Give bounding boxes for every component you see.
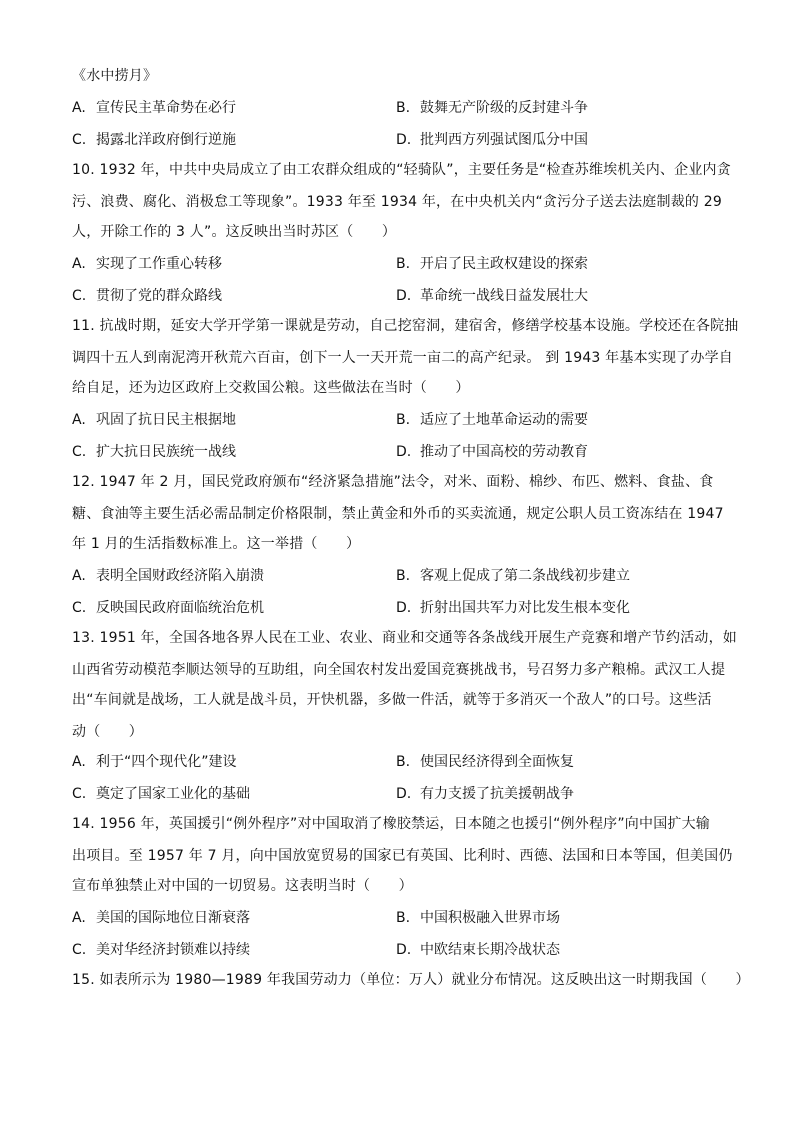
option-letter: A. <box>72 256 86 272</box>
q9-option-a <box>72 98 236 118</box>
q10-option-a <box>72 254 222 274</box>
q14-stem-line: 14. 1956 年，英国援引“例外程序”对中国取消了橡胶禁运，日本随之也援引“例外程序”向中国扩大输 <box>72 816 711 832</box>
option-text: 巩固了抗日民主根据地 <box>96 412 236 428</box>
q11-option-c <box>72 442 236 462</box>
option-text: 适应了土地革命运动的需要 <box>420 412 588 428</box>
q13-stem-line: 出“车间就是战场，工人就是战斗员，开快机器，多做一件活，就等于多消灭一个敌人”的口号。这些活 <box>72 692 712 708</box>
option-letter: D. <box>396 132 412 148</box>
option-letter: C. <box>72 600 87 616</box>
option-text: 使国民经济得到全面恢复 <box>420 754 574 770</box>
q15-stem-line: 15. 如表所示为 1980—1989 年我国劳动力（单位：万人）就业分布情况。这反映出这一时期我国（ ） <box>72 972 750 988</box>
q14-option-a <box>72 908 250 928</box>
q10-option-b <box>396 254 588 274</box>
q12-stem-line: 年 1 月的生活指数标准上。这一举措（ ） <box>72 536 361 552</box>
q11-stem-line: 11. 抗战时期，延安大学开学第一课就是劳动，自己挖窑洞，建宿舍，修缮学校基本设施。学校还在各院抽 <box>72 318 739 334</box>
option-text: 利于“四个现代化”建设 <box>96 754 237 770</box>
option-text: 客观上促成了第二条战线初步建立 <box>420 568 630 584</box>
option-letter: D. <box>396 600 412 616</box>
option-text: 贯彻了党的群众路线 <box>96 288 222 304</box>
option-text: 宣传民主革命势在必行 <box>96 100 236 116</box>
q10-stem-line: 10. 1932 年，中共中央局成立了由工农群众组成的“轻骑队”，主要任务是“检查苏维埃机关内、企业内贪 <box>72 162 731 178</box>
option-letter: A. <box>72 100 86 116</box>
option-text: 批判西方列强试图瓜分中国 <box>420 132 588 148</box>
q11-stem-line: 调四十五人到南泥湾开秋荒六百亩，创下一人一天开荒一亩二的高产纪录。 到 1943 年基本实现了办学自 <box>72 350 733 366</box>
q12-option-c <box>72 598 264 618</box>
option-letter: B. <box>396 412 411 428</box>
q12-option-b <box>396 566 630 586</box>
option-letter: A. <box>72 754 86 770</box>
option-text: 表明全国财政经济陷入崩溃 <box>96 568 264 584</box>
q13-option-a <box>72 752 237 772</box>
q10-stem-line: 污、浪费、腐化、消极怠工等现象”。1933 年至 1934 年，在中央机关内“贪污分子送去法庭制裁的 29 <box>72 194 722 210</box>
q11-option-b <box>396 410 588 430</box>
option-letter: B. <box>396 910 411 926</box>
q13-option-c <box>72 784 250 804</box>
q14-option-d <box>396 940 560 960</box>
option-letter: D. <box>396 444 412 460</box>
option-text: 反映国民政府面临统治危机 <box>96 600 264 616</box>
q13-stem-line: 动（ ） <box>72 724 143 740</box>
q12-option-a <box>72 566 264 586</box>
q9-option-c <box>72 130 236 150</box>
q10-option-c <box>72 286 222 306</box>
option-letter: C. <box>72 288 87 304</box>
option-letter: B. <box>396 100 411 116</box>
option-letter: A. <box>72 910 86 926</box>
q13-stem-line: 山西省劳动模范李顺达领导的互助组，向全国农村发出爱国竞赛挑战书，号召努力多产粮棉。武汉工人提 <box>72 662 726 678</box>
q9-option-b <box>396 98 588 118</box>
option-text: 奠定了国家工业化的基础 <box>96 786 250 802</box>
q14-stem-line: 宣布单独禁止对中国的一切贸易。这表明当时（ ） <box>72 878 413 894</box>
q14-stem-line: 出项目。至 1957 年 7 月，向中国放宽贸易的国家已有英国、比利时、西德、法国和日本等国，但美国仍 <box>72 848 733 864</box>
option-letter: A. <box>72 568 86 584</box>
option-text: 有力支援了抗美援朝战争 <box>420 786 574 802</box>
q13-stem-line: 13. 1951 年，全国各地各界人民在工业、农业、商业和交通等各条战线开展生产竞赛和增产节约活动，如 <box>72 630 737 646</box>
q10-option-d <box>396 286 588 306</box>
option-letter: B. <box>396 256 411 272</box>
option-text: 美对华经济封锁难以持续 <box>96 942 250 958</box>
option-text: 推动了中国高校的劳动教育 <box>420 444 588 460</box>
q9-stem-tail: 《水中捞月》 <box>72 68 158 84</box>
option-letter: C. <box>72 132 87 148</box>
q11-option-a <box>72 410 236 430</box>
option-text: 革命统一战线日益发展壮大 <box>420 288 588 304</box>
option-letter: D. <box>396 786 412 802</box>
option-letter: C. <box>72 942 87 958</box>
q13-option-d <box>396 784 574 804</box>
q9-option-d <box>396 130 588 150</box>
option-text: 开启了民主政权建设的探索 <box>420 256 588 272</box>
option-text: 折射出国共军力对比发生根本变化 <box>420 600 630 616</box>
option-letter: D. <box>396 942 412 958</box>
q11-option-d <box>396 442 588 462</box>
option-letter: B. <box>396 568 411 584</box>
option-text: 揭露北洋政府倒行逆施 <box>96 132 236 148</box>
q10-stem-line: 人，开除工作的 3 人”。这反映出当时苏区（ ） <box>72 224 397 240</box>
q14-option-c <box>72 940 250 960</box>
option-text: 实现了工作重心转移 <box>96 256 222 272</box>
q12-stem-line: 12. 1947 年 2 月，国民党政府颁布“经济紧急措施”法令，对米、面粉、棉纱、布匹、燃料、食盐、食 <box>72 474 714 490</box>
q13-option-b <box>396 752 574 772</box>
option-letter: B. <box>396 754 411 770</box>
option-letter: C. <box>72 444 87 460</box>
option-letter: D. <box>396 288 412 304</box>
q12-option-d <box>396 598 630 618</box>
option-text: 中国积极融入世界市场 <box>420 910 560 926</box>
option-letter: C. <box>72 786 87 802</box>
option-text: 美国的国际地位日渐衰落 <box>96 910 250 926</box>
q12-stem-line: 糖、食油等主要生活必需品制定价格限制，禁止黄金和外币的买卖流通，规定公职人员工资冻结在 1947 <box>72 506 724 522</box>
q11-stem-line: 给自足，还为边区政府上交救国公粮。这些做法在当时（ ） <box>72 380 470 396</box>
option-text: 扩大抗日民族统一战线 <box>96 444 236 460</box>
option-letter: A. <box>72 412 86 428</box>
q14-option-b <box>396 908 560 928</box>
option-text: 中欧结束长期冷战状态 <box>420 942 560 958</box>
option-text: 鼓舞无产阶级的反封建斗争 <box>420 100 588 116</box>
